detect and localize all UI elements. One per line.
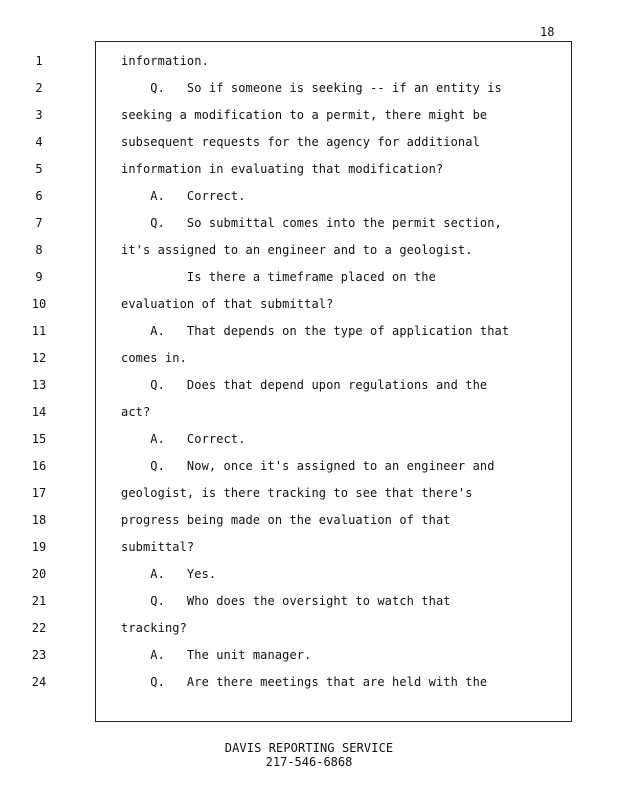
line-number: 6 [35,189,43,203]
transcript-line: geologist, is there tracking to see that there's [121,486,473,500]
transcript-line: Q. Who does the oversight to watch that [121,594,451,608]
line-number: 7 [35,216,43,230]
transcript-line: it's assigned to an engineer and to a geologist. [121,243,473,257]
line-number: 11 [31,324,47,338]
transcript-line: information in evaluating that modification? [121,162,444,176]
line-number: 1 [35,54,43,68]
transcript-line: evaluation of that submittal? [121,297,334,311]
transcript-line: A. Correct. [121,189,246,203]
line-number: 23 [31,648,47,662]
footer-company: DAVIS REPORTING SERVICE [224,741,394,755]
transcript-line: progress being made on the evaluation of that [121,513,451,527]
footer-phone: 217-546-6868 [265,755,353,769]
transcript-line: A. The unit manager. [121,648,312,662]
line-number: 8 [35,243,43,257]
line-number: 14 [31,405,47,419]
transcript-line: comes in. [121,351,187,365]
line-number: 9 [35,270,43,284]
transcript-line: information. [121,54,209,68]
line-number: 12 [31,351,47,365]
line-number: 2 [35,81,43,95]
transcript-line: act? [121,405,151,419]
line-number: 3 [35,108,43,122]
page-number: 18 [540,25,555,39]
line-number: 5 [35,162,43,176]
transcript-line: tracking? [121,621,187,635]
line-number: 18 [31,513,47,527]
transcript-line: A. That depends on the type of application that [121,324,510,338]
transcript-line: A. Correct. [121,432,246,446]
transcript-line: submittal? [121,540,195,554]
transcript-line: Q. Now, once it's assigned to an engineer and [121,459,495,473]
transcript-line: seeking a modification to a permit, there might be [121,108,488,122]
line-number: 17 [31,486,47,500]
line-number: 13 [31,378,47,392]
line-number: 4 [35,135,43,149]
line-number: 10 [31,297,47,311]
transcript-line: Q. Does that depend upon regulations and the [121,378,488,392]
line-number: 20 [31,567,47,581]
transcript-line: Q. So if someone is seeking -- if an entity is [121,81,502,95]
line-number: 21 [31,594,47,608]
line-number: 19 [31,540,47,554]
transcript-line: A. Yes. [121,567,217,581]
transcript-line: Is there a timeframe placed on the [121,270,436,284]
line-number: 15 [31,432,47,446]
line-number: 24 [31,675,47,689]
transcript-line: Q. Are there meetings that are held with the [121,675,488,689]
line-number: 16 [31,459,47,473]
transcript-line: subsequent requests for the agency for additional [121,135,480,149]
transcript-line: Q. So submittal comes into the permit section, [121,216,502,230]
line-number: 22 [31,621,47,635]
